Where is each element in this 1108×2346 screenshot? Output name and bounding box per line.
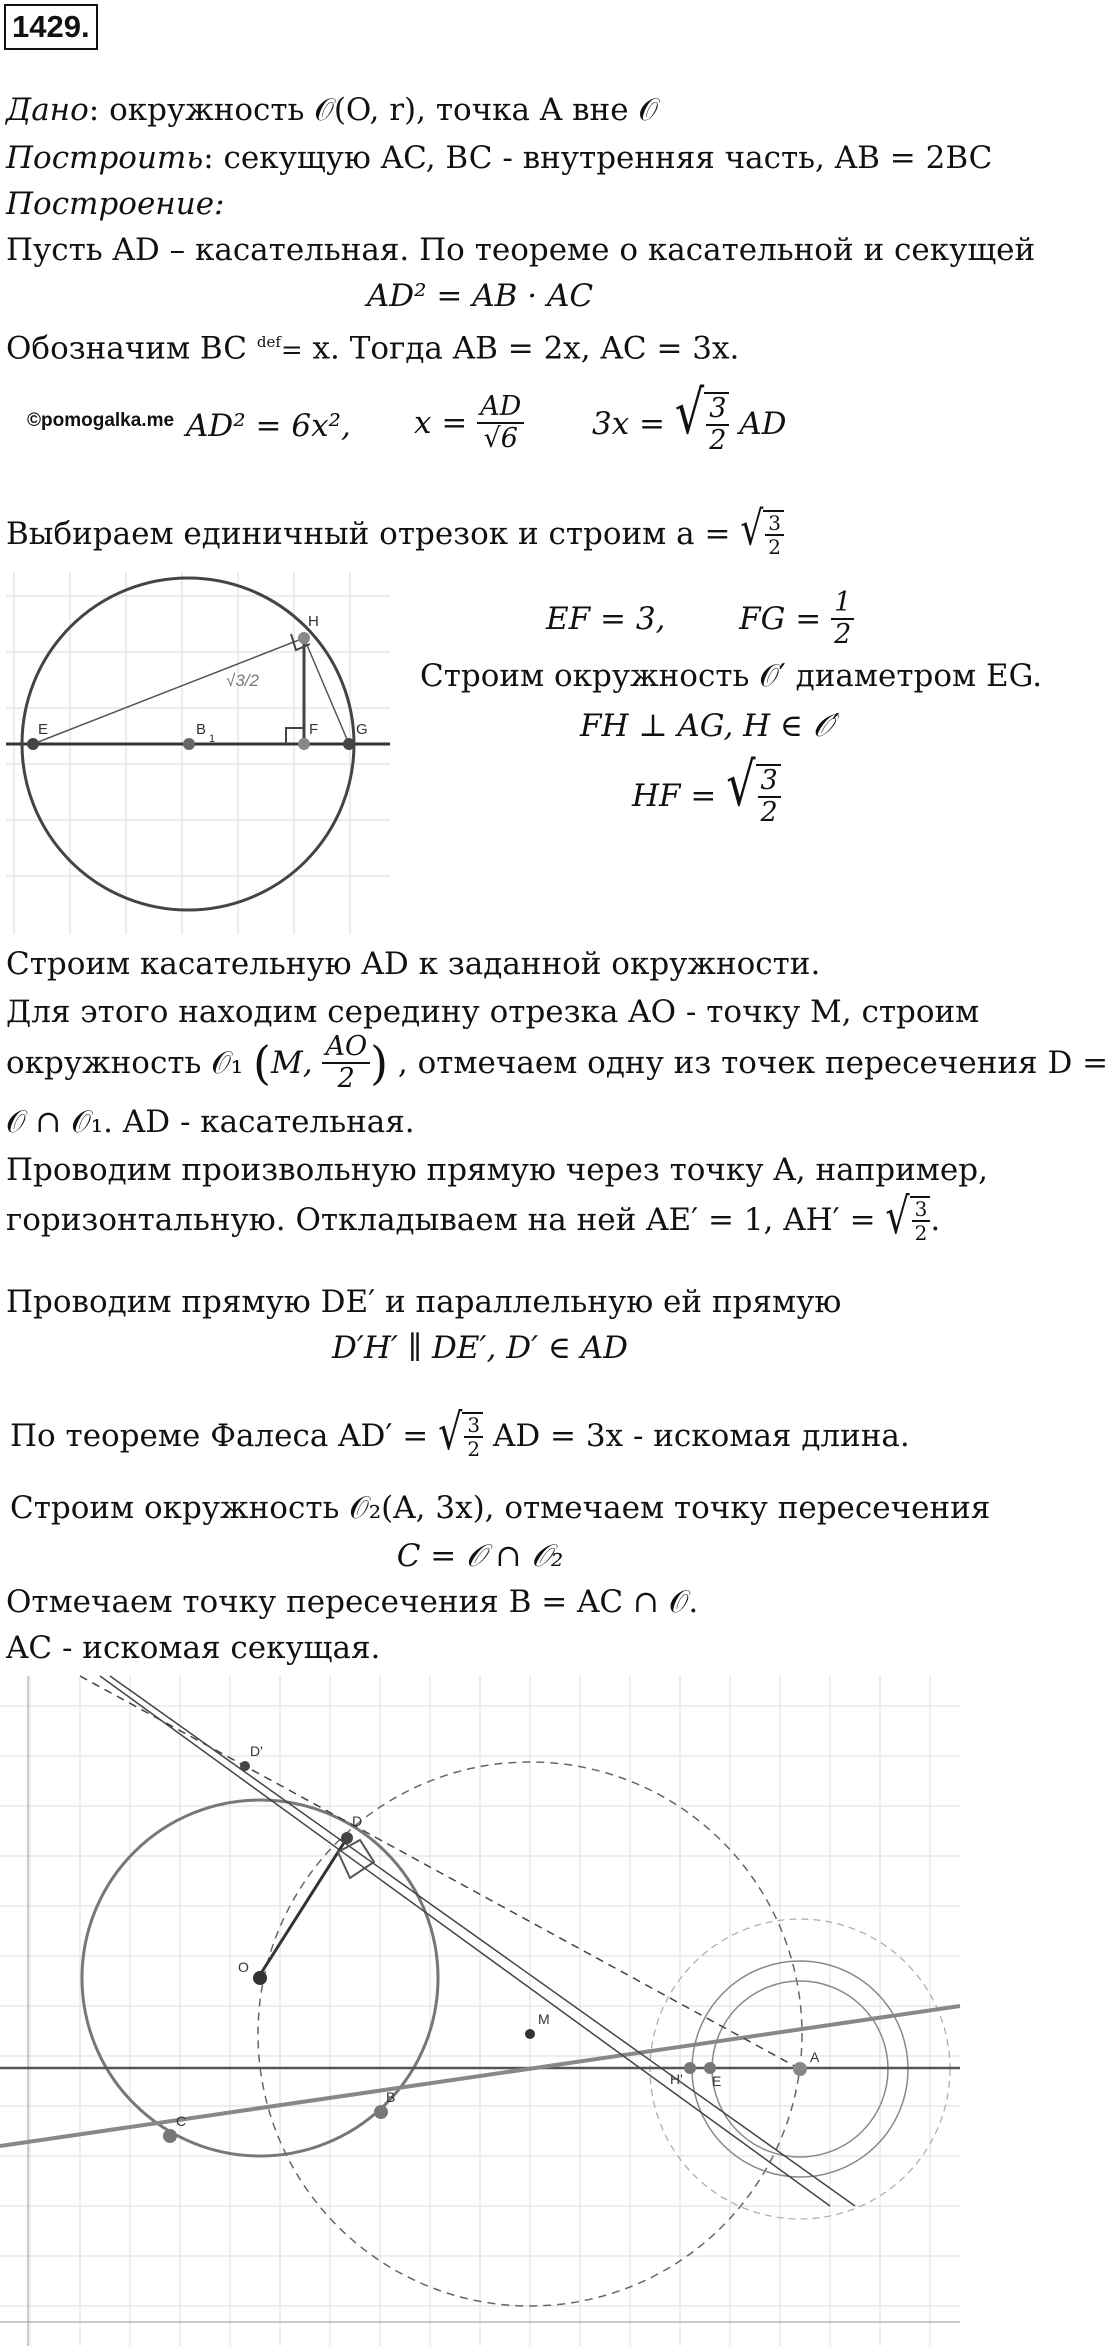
svg-text:B: B: [386, 2089, 396, 2105]
construction-label: Построение:: [6, 186, 225, 222]
equation: AD² = AB · AC: [366, 278, 594, 314]
svg-text:1: 1: [209, 733, 216, 745]
figure-construction: [0, 1676, 960, 2346]
text-line: 𝒪 ∩ 𝒪₁. AD - касательная.: [6, 1104, 415, 1140]
svg-text:C: C: [176, 2113, 187, 2129]
svg-text:H': H': [670, 2071, 683, 2087]
text-line: Строим окружность 𝒪₂(A, 3x), отмечаем точку пересечения: [10, 1490, 991, 1526]
construct-line: Построить: секущую AC, BC - внутренняя часть, AB = 2BC: [6, 140, 993, 176]
text-line: окружность 𝒪₁ (M, $\frac{AO}{2}$ ) , отмечаем одну из точек пересечения D =: [6, 1031, 1108, 1094]
svg-text:√3/2: √3/2: [226, 671, 259, 690]
given-line: Дано: окружность 𝒪(O, r), точка A вне 𝒪: [6, 92, 658, 128]
equation: x = $\frac{AD}{√6}$: [414, 392, 524, 462]
svg-text:B: B: [196, 721, 207, 738]
equation: EF = 3, FG = $\frac{1}{2}$: [546, 588, 854, 662]
text-line: Отмечаем точку пересечения B = AC ∩ 𝒪.: [6, 1584, 699, 1620]
watermark: ©pomogalka.me: [27, 410, 175, 431]
text-line: Обозначим BC $^{def}$= x. Тогда AB = 2x, AC = 3x.: [6, 330, 740, 367]
text-line: По теореме Фалеса AD′ = √ $\frac{3}{2}$ AD = 3x - искомая длина.: [10, 1403, 910, 1461]
text-line: Выбираем единичный отрезок и строим a = √ $\frac{3}{2}$: [6, 510, 784, 574]
svg-text:A: A: [810, 2049, 820, 2065]
equation: C = 𝒪 ∩ 𝒪₂: [396, 1538, 564, 1574]
equation: 3x = √ $\frac{3}{2}$ AD: [592, 376, 787, 456]
text-line: Пусть AD – касательная. По теореме о касательной и секущей: [6, 232, 1036, 268]
equation: AD² = 6x²,: [186, 408, 351, 444]
problem-number: 1429.: [4, 4, 98, 50]
svg-text:H: H: [308, 613, 319, 630]
svg-text:F: F: [309, 721, 319, 738]
svg-text:M: M: [538, 2011, 550, 2027]
svg-text:E: E: [712, 2073, 722, 2089]
svg-text:E: E: [38, 721, 49, 738]
figure-unit-circle: [6, 572, 390, 934]
text-line: Для этого находим середину отрезка AO - точку M, строим: [6, 994, 980, 1030]
text-line: Проводим произвольную прямую через точку A, например,: [6, 1152, 988, 1188]
text-line: Строим окружность 𝒪′ диаметром EG.: [420, 658, 1043, 694]
text-line: Проводим прямую DE′ и параллельную ей прямую: [6, 1284, 842, 1320]
text-line: Строим касательную AD к заданной окружности.: [6, 946, 821, 982]
svg-text:O: O: [238, 1959, 249, 1975]
equation: FH ⊥ AG, H ∈ 𝒪′: [580, 708, 840, 744]
text-line: горизонтальную. Откладываем на ней AE′ = 1, AH′ = √ $\frac{3}{2}$ .: [6, 1187, 941, 1245]
text-line: AC - искомая секущая.: [6, 1630, 381, 1666]
svg-text:D': D': [250, 1743, 263, 1759]
equation: HF = √ $\frac{3}{2}$: [632, 764, 781, 844]
svg-text:G: G: [356, 721, 368, 738]
equation: D′H′ ∥ DE′, D′ ∈ AD: [331, 1330, 628, 1366]
svg-text:D: D: [352, 1813, 363, 1829]
